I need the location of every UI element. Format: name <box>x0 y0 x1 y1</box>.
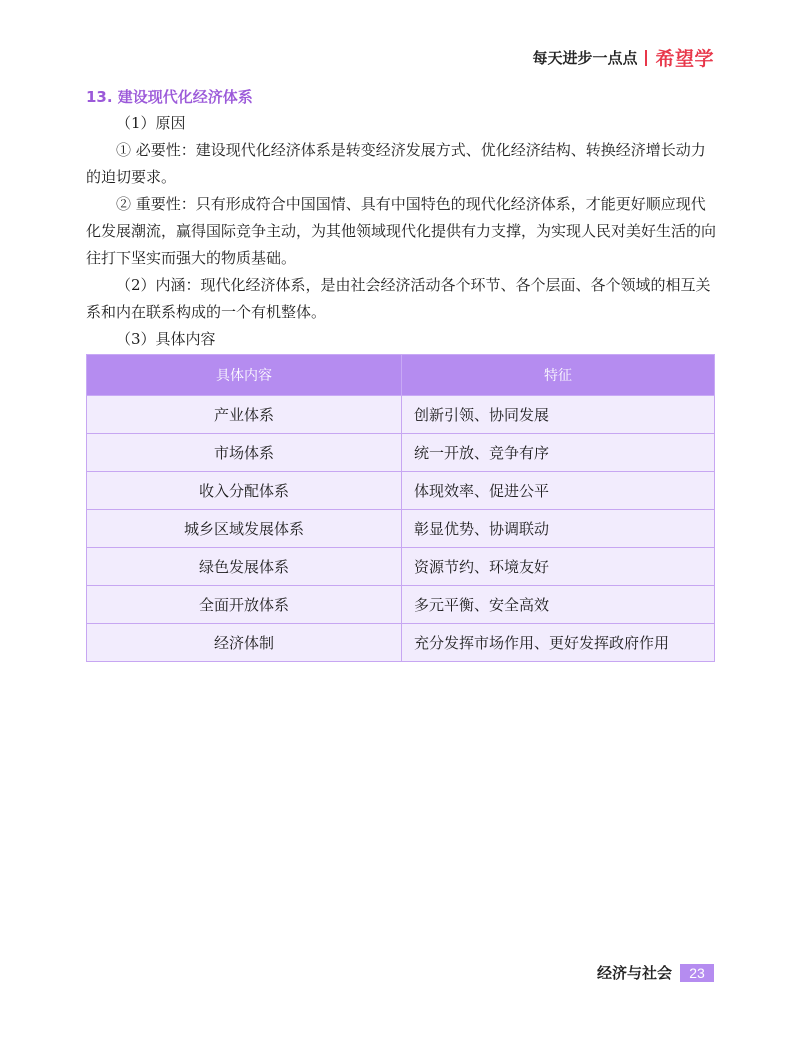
table-cell-system: 经济体制 <box>87 624 402 662</box>
table-cell-feature: 彰显优势、协调联动 <box>402 510 715 548</box>
page-footer <box>597 962 714 983</box>
paragraph-necessity: ① 必要性：建设现代化经济体系是转变经济发展方式、优化经济结构、转换经济增长动力的迫切要求。 <box>86 141 706 186</box>
table-header-row <box>87 355 715 396</box>
table-cell-system: 产业体系 <box>87 396 402 434</box>
section-title: 13. 建设现代化经济体系 <box>86 88 253 106</box>
table-cell-feature: 创新引领、协同发展 <box>402 396 715 434</box>
table-cell-feature: 体现效率、促进公平 <box>402 472 715 510</box>
header-content: 具体内容 <box>87 355 402 396</box>
table-row <box>87 548 715 586</box>
brand-logo: 希望学 <box>655 48 714 70</box>
table-cell-feature: 多元平衡、安全高效 <box>402 586 715 624</box>
table-cell-system: 绿色发展体系 <box>87 548 402 586</box>
paragraph-connotation: （2）内涵：现代化经济体系，是由社会经济活动各个环节、各个层面、各个领域的相互关系和内在联系构成的一个有机整体。 <box>86 276 711 321</box>
paragraph-importance: ② 重要性：只有形成符合中国国情、具有中国特色的现代化经济体系，才能更好顺应现代化发展潮流，赢得国际竞争主动，为其他领域现代化提供有力支撑，为实现人民对美好生活的向往打下坚实而强大的物质基础。 <box>86 195 717 267</box>
table-cell-feature: 充分发挥市场作用、更好发挥政府作用 <box>402 624 715 662</box>
table-cell-system: 市场体系 <box>87 434 402 472</box>
header-feature: 特征 <box>402 355 715 396</box>
table-cell-system: 收入分配体系 <box>87 472 402 510</box>
table-row <box>87 624 715 662</box>
section-body <box>86 110 716 353</box>
content-table <box>86 354 715 662</box>
table-cell-system: 全面开放体系 <box>87 586 402 624</box>
header-slogan: 每天进步一点点 <box>532 49 638 67</box>
table-row <box>87 510 715 548</box>
table-row <box>87 434 715 472</box>
table-row <box>87 396 715 434</box>
table-cell-system: 城乡区域发展体系 <box>87 510 402 548</box>
table-row <box>87 586 715 624</box>
page-number: 23 <box>680 964 714 982</box>
header-divider <box>645 50 647 66</box>
table-cell-feature: 统一开放、竞争有序 <box>402 434 715 472</box>
paragraph-reason-heading: （1）原因 <box>116 114 186 132</box>
table-row <box>87 472 715 510</box>
table-cell-feature: 资源节约、环境友好 <box>402 548 715 586</box>
paragraph-content-heading: （3）具体内容 <box>116 330 216 348</box>
book-title: 经济与社会 <box>596 964 672 982</box>
page-header <box>532 44 714 71</box>
